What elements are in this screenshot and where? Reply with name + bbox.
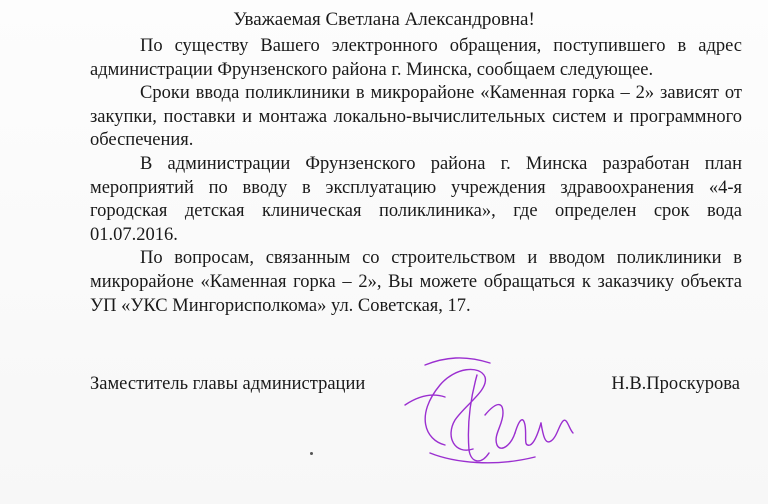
paragraph-2: Сроки ввода поликлиники в микрорайоне «Каменная горка – 2» зависят от закупки, поставки и монтажа локально-вычислительных систем и программного обеспечения. xyxy=(90,83,742,151)
salutation: Уважаемая Светлана Александровна! xyxy=(233,9,535,30)
signatory-name: Н.В.Проскурова xyxy=(611,374,740,394)
paragraph-4: По вопросам, связанным со строительством и вводом поликлиники в микрорайоне «Каменная горка – 2», Вы можете обращаться к заказчику объекта УП «УКС Мингорисполкома» ул. Советская, 17. xyxy=(90,248,742,316)
paragraph-3: В администрации Фрунзенского района г. Минска разработан план мероприятий по вводу в эксплуатацию учреждения здравоохранения «4-я городская детская клиническая поликлиника», где определен срок вода 01.07.2016. xyxy=(90,153,742,245)
paragraph-1: По существу Вашего электронного обращения, поступившего в адрес администрации Фрунзенского района г. Минска, сообщаем следующее. xyxy=(90,36,742,80)
paper-speck xyxy=(310,452,313,455)
signature-strokes xyxy=(405,358,573,463)
handwritten-signature xyxy=(385,345,605,475)
letter-body xyxy=(90,35,742,318)
signatory-title: Заместитель главы администрации xyxy=(90,374,366,394)
